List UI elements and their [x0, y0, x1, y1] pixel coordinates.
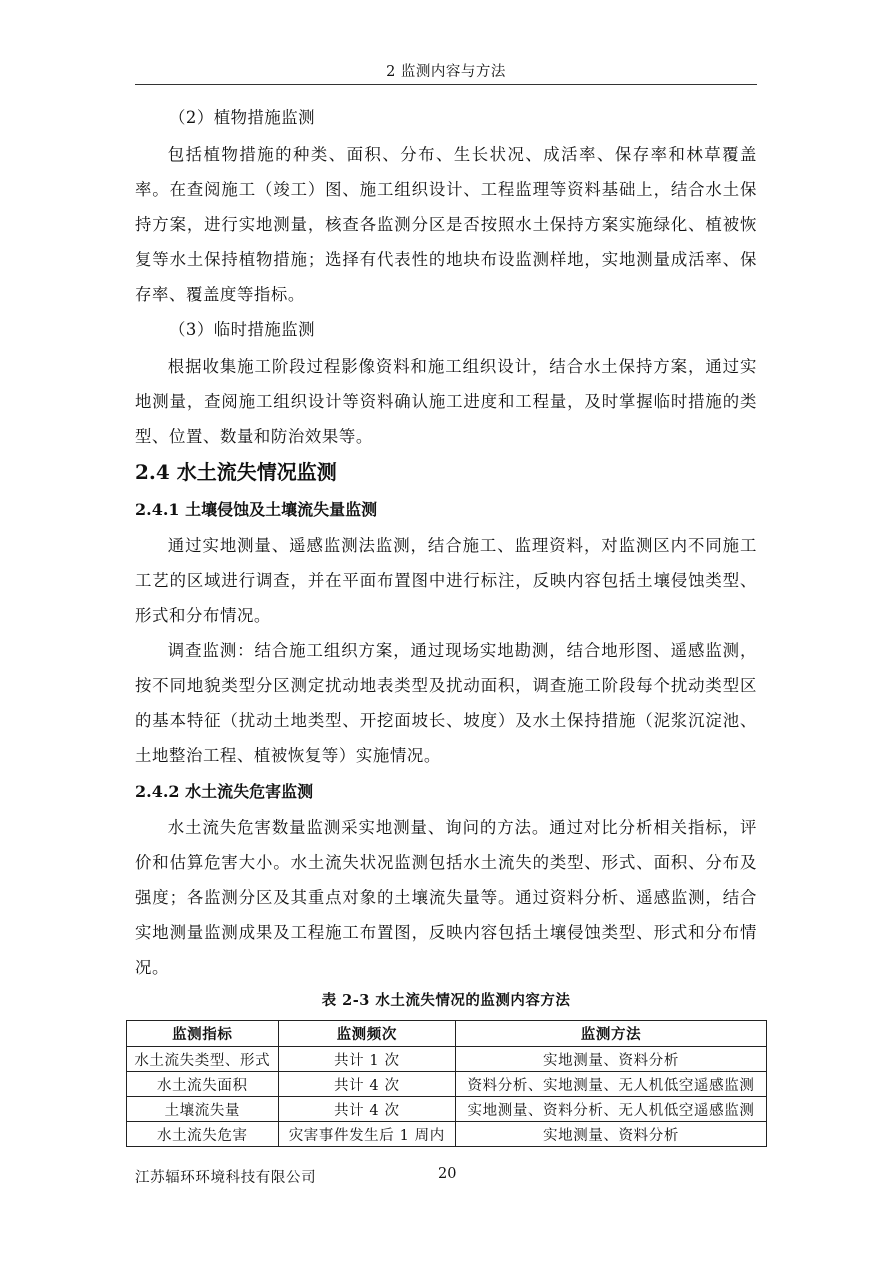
header-rule: [135, 84, 757, 85]
subsection-title: （3）临时措施监测: [169, 320, 316, 339]
subsection-heading: 2.4.1 土壤侵蚀及土壤流失量监测: [135, 500, 378, 519]
paragraph: 根据收集施工阶段过程影像资料和施工组织设计，结合水土保持方案，通过实地测量，查阅施工组织设计等资料确认施工进度和工程量，及时掌握临时措施的类型、位置、数量和防治效果等。: [135, 357, 757, 446]
paragraph: 包括植物措施的种类、面积、分布、生长状况、成活率、保存率和林草覆盖率。在查阅施工（竣工）图、施工组织设计、工程监理等资料基础上，结合水土保持方案，进行实地测量，核查各监测分区是否按照水土保持方案实施绿化、植被恢复等水土保持植物措施；选择有代表性的地块布设监测样地，实地测量成活率、保存率、覆盖度等指标。: [135, 145, 757, 304]
monitoring-table: [126, 1020, 767, 1147]
table-cell: 实地测量、资料分析、无人机低空遥感监测: [455, 1097, 766, 1122]
section-temporary-measures: [135, 318, 757, 454]
table-cell: 水土流失类型、形式: [127, 1047, 279, 1072]
section-2-4-2: [135, 780, 757, 985]
table-cell: 共计 4 次: [278, 1072, 455, 1097]
column-header: 监测方法: [455, 1021, 766, 1047]
page-number: 20: [438, 1166, 457, 1182]
section-heading-2-4: [135, 458, 757, 486]
table-cell: 实地测量、资料分析: [455, 1047, 766, 1072]
paragraph: 调查监测：结合施工组织方案，通过现场实地勘测，结合地形图、遥感监测，按不同地貌类型分区测定扰动地表类型及扰动面积，调查施工阶段每个扰动类型区的基本特征（扰动土地类型、开挖面坡长、坡度）及水土保持措施（泥浆沉淀池、土地整治工程、植被恢复等）实施情况。: [135, 641, 757, 765]
running-header: 2 监测内容与方法: [386, 64, 506, 80]
table-cell: 共计 1 次: [278, 1047, 455, 1072]
column-header: 监测指标: [127, 1021, 279, 1047]
table-cell: 土壤流失量: [127, 1097, 279, 1122]
table-caption: 表 2-3 水土流失情况的监测内容方法: [321, 992, 571, 1009]
table-cell: 共计 4 次: [278, 1097, 455, 1122]
paragraph: 水土流失危害数量监测采实地测量、询问的方法。通过对比分析相关指标，评价和估算危害大小。水土流失状况监测包括水土流失的类型、形式、面积、分布及强度；各监测分区及其重点对象的土壤流失量等。通过资料分析、遥感监测，结合实地测量监测成果及工程施工布置图，反映内容包括土壤侵蚀类型、形式和分布情况。: [135, 818, 757, 977]
section-heading: 2.4 水土流失情况监测: [135, 460, 337, 484]
subsection-title: （2）植物措施监测: [169, 108, 316, 127]
paragraph: 通过实地测量、遥感监测法监测，结合施工、监理资料，对监测区内不同施工工艺的区域进行调查，并在平面布置图中进行标注，反映内容包括土壤侵蚀类型、形式和分布情况。: [135, 536, 757, 625]
table-header-row: [127, 1021, 767, 1047]
footer-company: 江苏辐环环境科技有限公司: [135, 1170, 317, 1186]
table-cell: 水土流失面积: [127, 1072, 279, 1097]
column-header: 监测频次: [278, 1021, 455, 1047]
table-cell: 灾害事件发生后 1 周内: [278, 1122, 455, 1147]
subsection-heading: 2.4.2 水土流失危害监测: [135, 782, 314, 801]
section-2-4-1: [135, 498, 757, 773]
table-cell: 资料分析、实地测量、无人机低空遥感监测: [455, 1072, 766, 1097]
table-row: [127, 1122, 767, 1147]
section-plant-measures: [135, 106, 757, 312]
table-row: [127, 1072, 767, 1097]
table-cell: 水土流失危害: [127, 1122, 279, 1147]
table-row: [127, 1047, 767, 1072]
table-cell: 实地测量、资料分析: [455, 1122, 766, 1147]
table-row: [127, 1097, 767, 1122]
